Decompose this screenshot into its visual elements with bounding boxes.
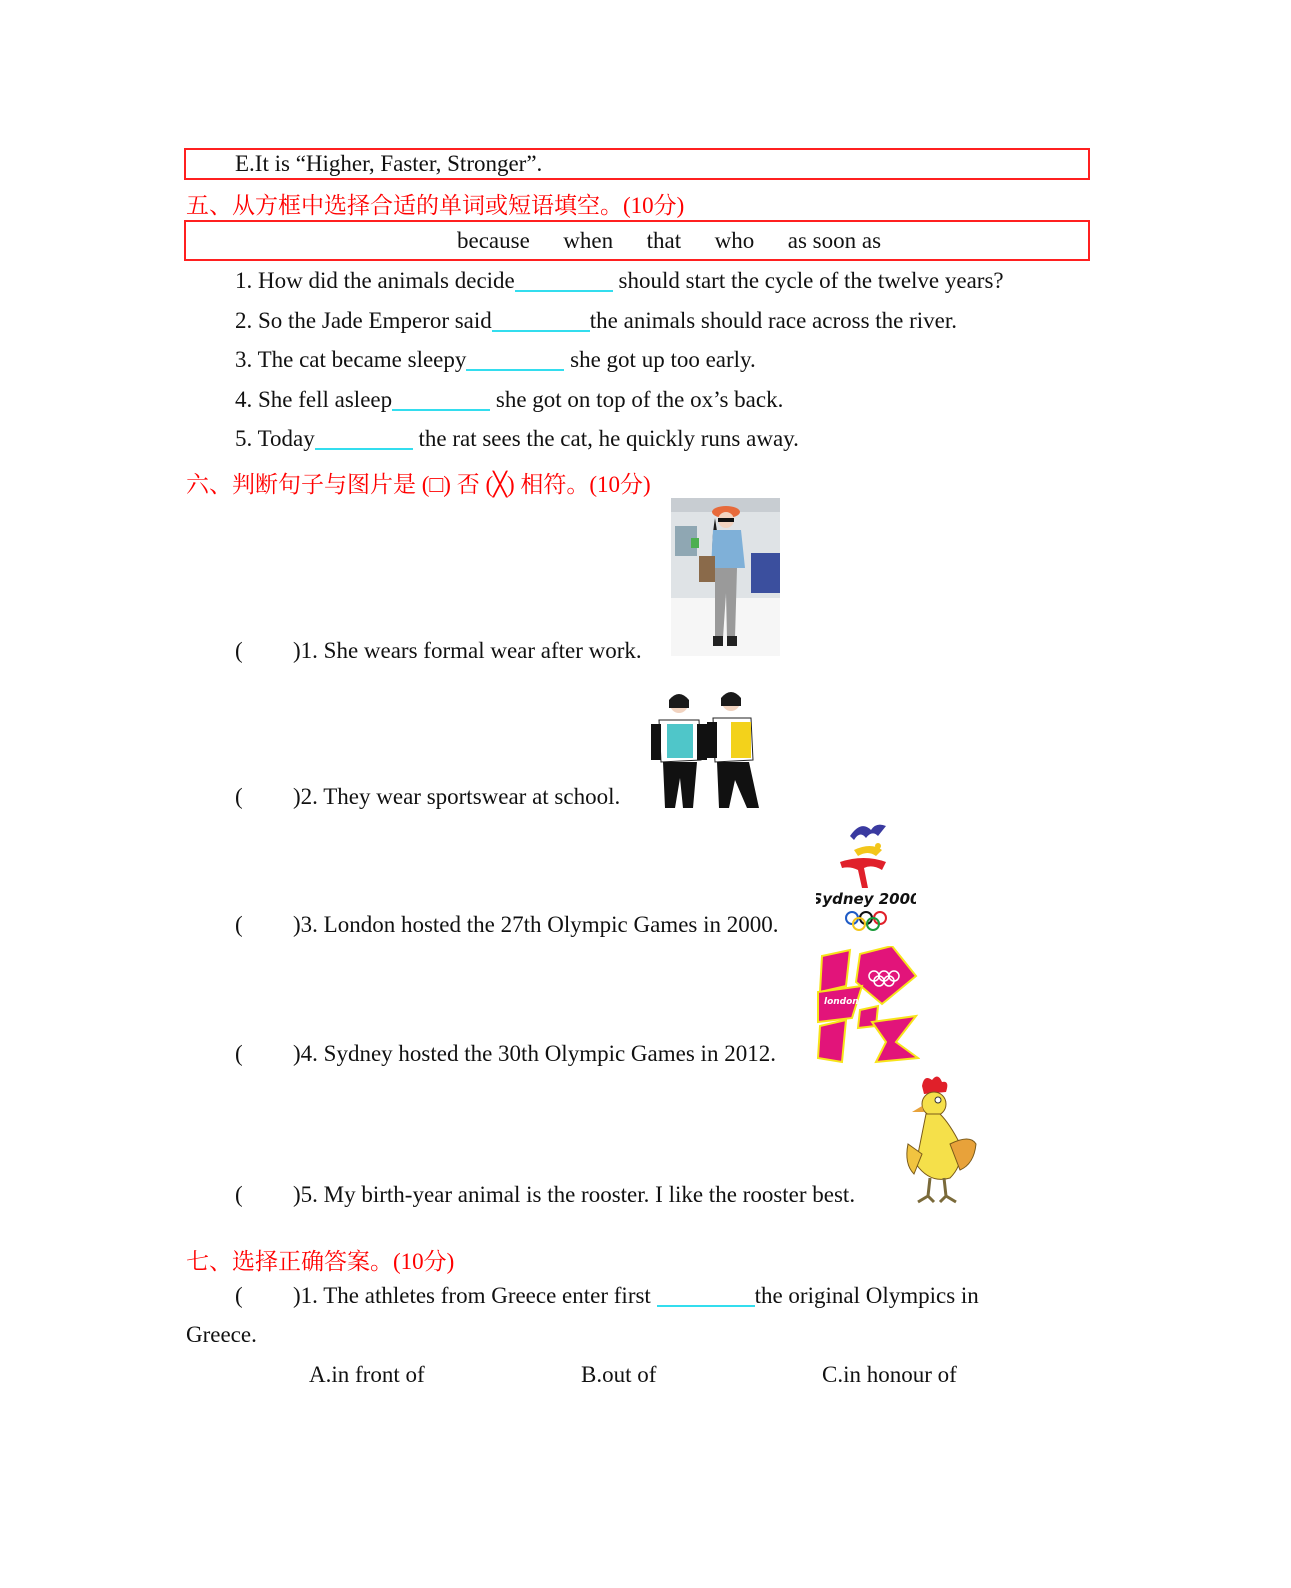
- fill-item-text: she got up too early.: [564, 347, 756, 372]
- rooster-cartoon: [900, 1074, 978, 1206]
- choice-item-1: [235, 1283, 979, 1309]
- fill-item-text: 4. She fell asleep: [235, 387, 393, 412]
- london-logo-text: london: [824, 997, 859, 1007]
- answer-paren[interactable]: (: [235, 912, 243, 937]
- answer-blank[interactable]: [492, 308, 590, 332]
- word-bank-item: that: [646, 228, 682, 253]
- answer-paren[interactable]: (: [235, 638, 243, 663]
- judge-item-text: )2. They wear sportswear at school.: [293, 784, 621, 809]
- judge-item-4: [235, 1041, 776, 1067]
- option-b[interactable]: B.out of: [581, 1362, 657, 1387]
- answer-blank[interactable]: [392, 387, 490, 411]
- option-c[interactable]: C.in honour of: [822, 1362, 957, 1387]
- answer-paren[interactable]: (: [235, 784, 243, 809]
- fill-item-5: [235, 426, 799, 452]
- fill-item-text: 1. How did the animals decide: [235, 268, 515, 293]
- sydney-2000-logo: [816, 818, 916, 938]
- option-a[interactable]: A.in front of: [309, 1362, 425, 1387]
- fill-item-3: [235, 347, 756, 373]
- word-bank: [457, 228, 881, 254]
- judge-item-text: )3. London hosted the 27th Olympic Games in 2000.: [293, 912, 779, 937]
- option-e-text: E.It is “Higher, Faster, Stronger”.: [235, 151, 543, 176]
- choice-item-continuation: Greece.: [186, 1322, 257, 1347]
- choice-item-text: )1. The athletes from Greece enter first: [293, 1283, 657, 1308]
- fill-item-text: she got on top of the ox’s back.: [490, 387, 784, 412]
- judge-item-text: )1. She wears formal wear after work.: [293, 638, 642, 663]
- section7-title: 七、选择正确答案。(10分): [186, 1249, 455, 1274]
- sydney-logo-text: Sydney 2000: [816, 890, 916, 908]
- word-bank-item: because: [457, 228, 530, 253]
- answer-blank[interactable]: [466, 347, 564, 371]
- two-girls-sportswear-photo: [649, 690, 761, 808]
- word-bank-item: when: [563, 228, 614, 253]
- fill-item-2: [235, 308, 957, 334]
- fill-item-1: [235, 268, 1004, 294]
- section5-title: 五、从方框中选择合适的单词或短语填空。(10分): [186, 193, 685, 218]
- woman-casual-airport-photo: [671, 498, 780, 656]
- answer-blank[interactable]: [515, 268, 613, 292]
- fill-item-text: 5. Today: [235, 426, 315, 451]
- fill-item-text: should start the cycle of the twelve years?: [612, 268, 1004, 293]
- london-2012-logo: [816, 946, 920, 1064]
- judge-item-1: [235, 638, 642, 664]
- answer-paren[interactable]: (: [235, 1182, 243, 1207]
- judge-item-3: [235, 912, 779, 938]
- fill-item-text: the rat sees the cat, he quickly runs away.: [412, 426, 799, 451]
- fill-item-text: 3. The cat became sleepy: [235, 347, 467, 372]
- word-bank-item: who: [714, 228, 755, 253]
- answer-paren[interactable]: (: [235, 1283, 243, 1308]
- choice-item-text: the original Olympics in: [754, 1283, 979, 1308]
- judge-item-2: [235, 784, 620, 810]
- fill-item-text: 2. So the Jade Emperor said: [235, 308, 492, 333]
- answer-blank[interactable]: [315, 426, 413, 450]
- judge-item-text: )5. My birth-year animal is the rooster. I like the rooster best.: [293, 1182, 856, 1207]
- judge-item-5: [235, 1182, 855, 1208]
- section6-title: 六、判断句子与图片是 (□) 否 (╳) 相符。(10分): [186, 472, 651, 497]
- word-bank-item: as soon as: [787, 228, 882, 253]
- answer-paren[interactable]: (: [235, 1041, 243, 1066]
- answer-blank[interactable]: [657, 1283, 755, 1307]
- judge-item-text: )4. Sydney hosted the 30th Olympic Games in 2012.: [293, 1041, 776, 1066]
- fill-item-4: [235, 387, 783, 413]
- fill-item-text: the animals should race across the river.: [589, 308, 958, 333]
